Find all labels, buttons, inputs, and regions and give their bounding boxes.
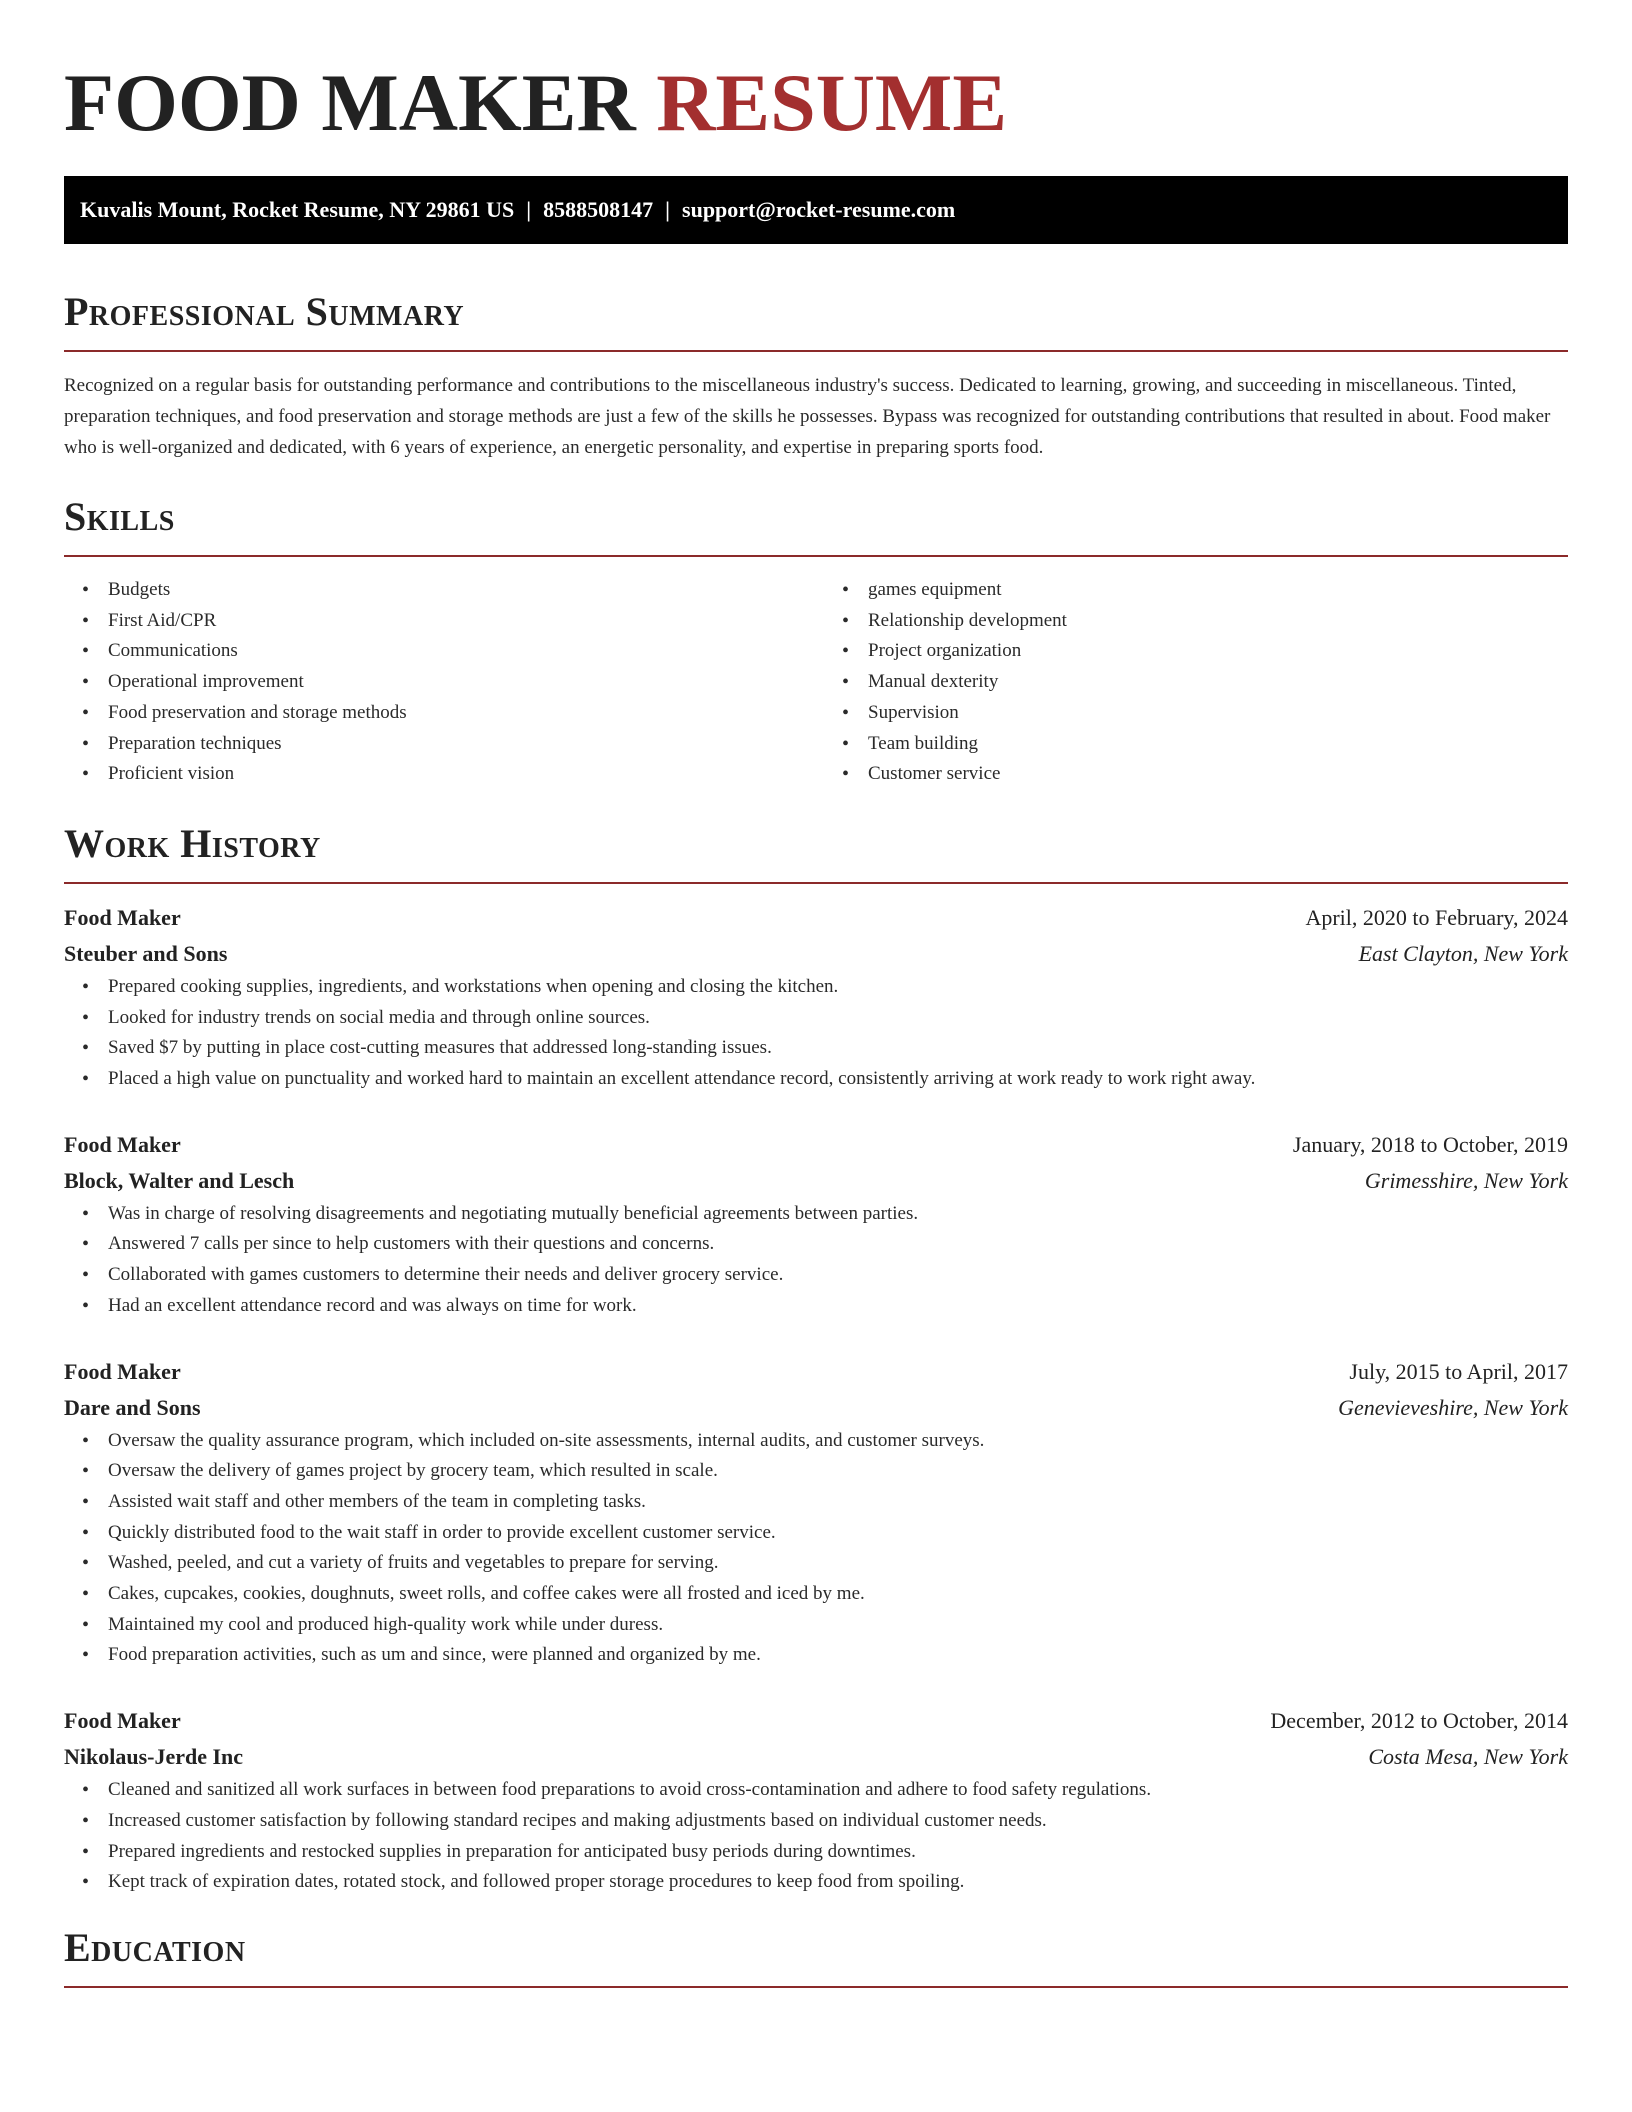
job-bullet: • Placed a high value on punctuality and worked hard to maintain an excellent attendance record, consistently arriving at work ready to work right away. — [108, 1064, 1568, 1095]
title-main: FOOD MAKER — [64, 57, 636, 148]
education-heading: Education — [64, 1924, 246, 1970]
job-dates: December, 2012 to October, 2014 — [1270, 1708, 1568, 1734]
skills-list — [64, 575, 1568, 790]
job-entry — [64, 900, 1568, 1095]
skill-item: • Team building — [868, 729, 1568, 760]
job-subheader — [64, 1739, 1568, 1775]
work-history-section — [64, 820, 1568, 1898]
contact-phone[interactable]: 8588508147 — [543, 197, 654, 222]
job-subheader — [64, 1163, 1568, 1199]
job-company: Steuber and Sons — [64, 940, 228, 966]
job-company: Nikolaus-Jerde Inc — [64, 1744, 244, 1770]
job-bullet: • Cleaned and sanitized all work surfaces in between food preparations to avoid cross-contamination and adhere to food safety regulations. — [108, 1775, 1568, 1806]
job-bullet: • Saved $7 by putting in place cost-cutting measures that addressed long-standing issues. — [108, 1033, 1568, 1064]
skill-item: • games equipment — [868, 575, 1568, 606]
job-dates: July, 2015 to April, 2017 — [1349, 1358, 1568, 1384]
summary-heading: Professional Summary — [64, 289, 465, 334]
job-bullet: • Maintained my cool and produced high-quality work while under duress. — [108, 1610, 1568, 1641]
contact-address: Kuvalis Mount, Rocket Resume, NY 29861 US — [80, 197, 515, 222]
job-bullet: • Collaborated with games customers to determine their needs and deliver grocery service. — [108, 1260, 1568, 1291]
job-location: Costa Mesa, New York — [1368, 1744, 1568, 1770]
title-accent: RESUME — [656, 57, 1008, 148]
skill-item: • Manual dexterity — [868, 667, 1568, 698]
job-dates: April, 2020 to February, 2024 — [1305, 904, 1568, 930]
education-section — [64, 1924, 1568, 1988]
skills-column-left — [64, 575, 816, 790]
section-divider — [64, 1986, 1568, 1988]
contact-email[interactable]: support@rocket-resume.com — [682, 197, 956, 222]
job-dates: January, 2018 to October, 2019 — [1292, 1131, 1568, 1157]
job-location: Grimesshire, New York — [1364, 1167, 1568, 1193]
job-bullets — [64, 1199, 1568, 1322]
skills-section — [64, 493, 1568, 790]
job-header — [64, 1354, 1568, 1390]
job-subheader — [64, 936, 1568, 972]
job-bullet: • Cakes, cupcakes, cookies, doughnuts, sweet rolls, and coffee cakes were all frosted and iced by me. — [108, 1579, 1568, 1610]
skill-item: • Operational improvement — [108, 667, 816, 698]
skill-item: • Proficient vision — [108, 759, 816, 790]
job-bullet: • Kept track of expiration dates, rotated stock, and followed proper storage procedures to keep food from spoiling. — [108, 1867, 1568, 1898]
job-company: Dare and Sons — [64, 1394, 201, 1420]
skills-column-right — [816, 575, 1568, 790]
job-bullets — [64, 1775, 1568, 1898]
job-bullet: • Prepared ingredients and restocked supplies in preparation for anticipated busy periods during downtimes. — [108, 1837, 1568, 1868]
job-bullet: • Food preparation activities, such as um and since, were planned and organized by me. — [108, 1640, 1568, 1671]
resume-title — [64, 0, 1568, 176]
job-bullet: • Was in charge of resolving disagreements and negotiating mutually beneficial agreements between parties. — [108, 1199, 1568, 1230]
skill-item: • Communications — [108, 636, 816, 667]
job-bullet: • Oversaw the delivery of games project by grocery team, which resulted in scale. — [108, 1456, 1568, 1487]
contact-separator: | — [526, 197, 532, 222]
skill-item: • Supervision — [868, 698, 1568, 729]
job-title: Food Maker — [64, 1358, 181, 1384]
job-title: Food Maker — [64, 1708, 181, 1734]
section-divider — [64, 555, 1568, 557]
section-divider — [64, 882, 1568, 884]
job-location: East Clayton, New York — [1358, 940, 1568, 966]
job-subheader — [64, 1390, 1568, 1426]
job-bullets — [64, 1426, 1568, 1672]
section-divider — [64, 350, 1568, 352]
skill-item: • Preparation techniques — [108, 729, 816, 760]
job-bullet: • Quickly distributed food to the wait staff in order to provide excellent customer service. — [108, 1518, 1568, 1549]
job-bullet: • Had an excellent attendance record and was always on time for work. — [108, 1291, 1568, 1322]
job-bullet: • Washed, peeled, and cut a variety of fruits and vegetables to prepare for serving. — [108, 1548, 1568, 1579]
work-history-heading: Work History — [64, 820, 321, 866]
job-bullet: • Assisted wait staff and other members of the team in completing tasks. — [108, 1487, 1568, 1518]
job-entry — [64, 1703, 1568, 1898]
job-bullet: • Answered 7 calls per since to help customers with their questions and concerns. — [108, 1229, 1568, 1260]
summary-text: Recognized on a regular basis for outstanding performance and contributions to the miscellaneous industry's success. Dedicated to learning, growing, and succeeding in miscellaneous. Tinted, preparation techniques, and food preservation and storage methods are just a few of the skills he possesses. Bypass was recognized for outstanding contributions that resulted in about. Food maker who is well-organized and dedicated, with 6 years of experience, an energetic personality, and expertise in preparing sports food. — [64, 375, 1551, 458]
skills-heading: Skills — [64, 494, 175, 539]
job-bullet: • Prepared cooking supplies, ingredients, and workstations when opening and closing the kitchen. — [108, 972, 1568, 1003]
skill-item: • Relationship development — [868, 606, 1568, 637]
skill-item: • Customer service — [868, 759, 1568, 790]
job-header — [64, 1127, 1568, 1163]
job-location: Genevieveshire, New York — [1338, 1394, 1568, 1420]
job-header — [64, 1703, 1568, 1739]
skill-item: • Project organization — [868, 636, 1568, 667]
job-bullet: • Looked for industry trends on social media and through online sources. — [108, 1003, 1568, 1034]
job-title: Food Maker — [64, 1131, 181, 1157]
job-entry — [64, 1354, 1568, 1672]
job-header — [64, 900, 1568, 936]
skill-item: • Food preservation and storage methods — [108, 698, 816, 729]
summary-section — [64, 288, 1568, 463]
job-bullet: • Increased customer satisfaction by following standard recipes and making adjustments based on individual customer needs. — [108, 1806, 1568, 1837]
skill-item: • First Aid/CPR — [108, 606, 816, 637]
job-title: Food Maker — [64, 904, 181, 930]
job-entry — [64, 1127, 1568, 1322]
job-bullets — [64, 972, 1568, 1095]
contact-bar — [64, 176, 1568, 244]
skill-item: • Budgets — [108, 575, 816, 606]
contact-separator: | — [665, 197, 671, 222]
job-company: Block, Walter and Lesch — [64, 1167, 295, 1193]
job-bullet: • Oversaw the quality assurance program, which included on-site assessments, internal audits, and customer surveys. — [108, 1426, 1568, 1457]
